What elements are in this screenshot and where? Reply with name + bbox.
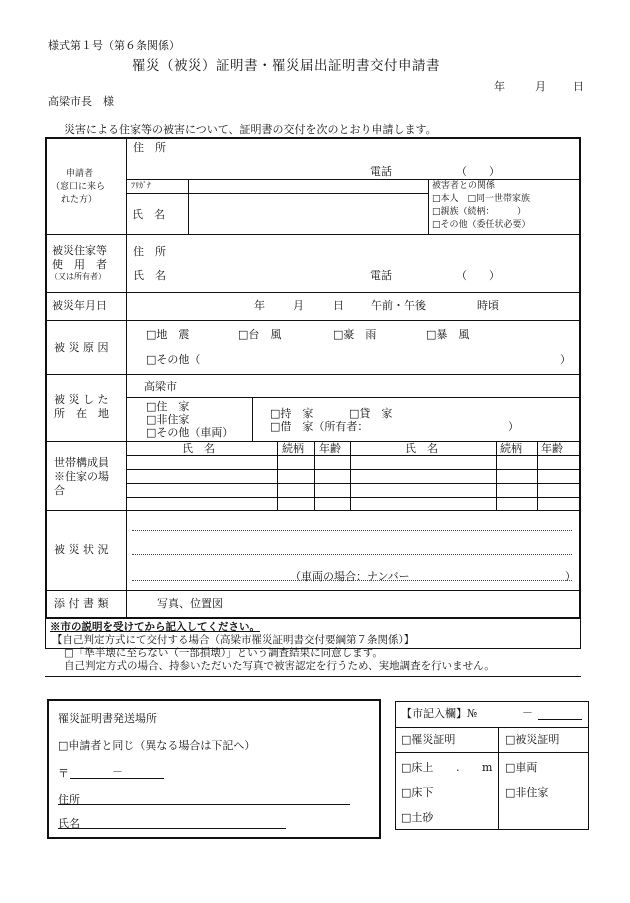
disaster-date-label: 被災年月日 [52,299,107,312]
damage-dotted-line [132,554,572,555]
mailing-name-field[interactable] [82,814,286,828]
household-grid-line [127,483,580,484]
cause-heavy-rain-checkbox[interactable]: □豪 雨 [333,328,377,341]
city-note: ※市の説明を受けてから記入してください。 [50,621,260,633]
applicant-label-note: （窓口に来ら [51,182,106,192]
city-use-non-house-checkbox[interactable]: □非住家 [505,786,549,799]
occupant-phone-parens[interactable]: （ ） [456,269,500,282]
furigana-label: ﾌﾘｶﾞﾅ [131,181,151,190]
label-column-divider [126,138,127,618]
household-col-relation: 続柄 [282,442,304,455]
postal-mark: 〒 [58,767,69,780]
city-use-above-floor-checkbox[interactable]: □床上 [401,761,434,774]
row-divider [46,510,580,511]
relation-relative[interactable]: □親族（続柄： ） [432,207,527,217]
city-use-dot: . [456,761,460,774]
cause-label: 被 災 原 因 [54,341,109,354]
occupant-name-label: 氏 名 [133,269,166,282]
cause-other-close: ） [560,353,571,366]
page-title: 罹災（被災）証明書・罹災届出証明書交付申請書 [132,58,440,74]
mailing-same-checkbox[interactable]: □申請者と同じ（異なる場合は下記へ） [58,739,256,752]
location-non-house-checkbox[interactable]: □非住家 [146,413,190,426]
occupant-label-note: （又は所有者） [50,272,106,281]
damage-dotted-line [132,530,572,531]
city-use-below-floor-checkbox[interactable]: □床下 [401,786,434,799]
cause-earthquake-checkbox[interactable]: □地 震 [146,328,190,341]
occupant-address-label: 住 所 [133,245,166,258]
mailing-name-line [58,828,286,829]
row-divider [46,590,580,591]
household-grid-line [127,455,580,456]
mailing-address-field[interactable] [82,790,350,804]
disaster-month[interactable]: 月 [293,299,304,312]
applicant-phone-label: 電話 [370,165,392,178]
applicant-label: 申請者 [66,169,94,179]
city-use-divider [396,752,588,753]
household-col-name: 氏 名 [405,442,438,455]
applicant-label-note: れた方） [61,195,98,205]
row-divider [46,320,580,321]
notes-bottom-border [45,676,581,677]
form-number: 様式第１号（第６条関係） [48,39,180,52]
addressee: 高梁市長 様 [48,95,114,108]
attachments-value: 写真、位置図 [157,597,223,610]
occupant-phone-label: 電話 [370,269,392,282]
household-label: ※住家の場 [54,470,109,483]
location-divider-v [252,397,253,441]
intro-text: 災害による住家等の被害について、証明書の交付を次のとおり申請します。 [64,123,437,136]
household-col-relation: 続柄 [500,442,522,455]
location-borrowed-checkbox[interactable]: □借 家（所有者： [270,420,369,433]
location-rented-checkbox[interactable]: □貸 家 [349,407,393,420]
household-col-age: 年齢 [319,442,341,455]
city-use-title: 【市記入欄】№ [401,707,478,720]
relation-self-family[interactable]: □本人 □同一世帯家族 [432,194,531,204]
applicant-name-label: 氏 名 [132,208,165,221]
disaster-year[interactable]: 年 [254,299,265,312]
applicant-phone-parens[interactable]: （ ） [456,165,500,178]
postal-dash: － [112,765,123,778]
city-use-meter: m [482,761,493,774]
city-use-divider-v [498,727,499,829]
damage-label: 被 災 状 況 [54,543,109,556]
date-day-label: 日 [573,80,584,93]
damage-vehicle-close: ） [565,570,576,583]
photo-note: 自己判定方式の場合、持参いただいた写真で被害認定を行うため、実地調査を行いません。 [64,660,495,672]
occupant-label: 被災住家等 [52,244,107,257]
household-label: 世帯構成員 [54,456,109,469]
location-owned-checkbox[interactable]: □持 家 [270,407,314,420]
household-label: 合 [54,484,65,497]
disaster-day[interactable]: 日 [333,299,344,312]
relation-title: 被害者との関係 [432,181,496,191]
row-divider [46,234,580,235]
city-use-disaster-cert-checkbox[interactable]: □罹災証明 [401,733,456,746]
location-city: 高梁市 [144,380,177,393]
applicant-address-label: 住 所 [133,141,166,154]
date-month-label: 月 [535,80,546,93]
relation-divider [428,179,429,234]
mailing-address-line [58,804,350,805]
household-grid-line [127,469,580,470]
row-divider [127,179,580,180]
household-grid-line [277,441,278,510]
row-divider [46,374,580,375]
location-house-checkbox[interactable]: □住 家 [146,400,190,413]
applicant-name-field[interactable] [190,196,426,232]
occupant-label: 使 用 者 [52,258,107,271]
household-grid-line [127,497,580,498]
cause-storm-checkbox[interactable]: □暴 風 [426,328,470,341]
postal-code-field[interactable] [70,764,164,778]
cause-typhoon-checkbox[interactable]: □台 風 [238,328,282,341]
mailing-name-label: 氏名 [58,817,80,830]
date-year-label: 年 [494,80,505,93]
relation-other[interactable]: □その他（委任状必要） [432,220,531,230]
household-grid-line [314,441,315,510]
city-use-number-line [538,719,582,720]
mailing-title: 罹災証明書発送場所 [58,712,157,725]
household-col-name: 氏 名 [182,442,215,455]
household-grid-line [496,441,497,510]
city-use-damage-cert-checkbox[interactable]: □被災証明 [505,733,560,746]
furigana-divider [127,193,428,194]
mailing-address-label: 住所 [58,793,80,806]
disaster-time[interactable]: 時頃 [477,299,499,312]
disaster-ampm[interactable]: 午前・午後 [371,299,426,312]
household-col-age: 年齢 [541,442,563,455]
household-grid-line [350,441,351,510]
location-other-vehicle-checkbox[interactable]: □その他（車両） [146,426,234,439]
postal-code-line [70,778,164,779]
city-use-sediment-checkbox[interactable]: □土砂 [401,811,434,824]
name-divider [188,179,189,234]
row-divider [46,292,580,293]
consent-checkbox[interactable]: □「準半壊に至らない（一部損壊）」という調査結果に同意します。 [64,647,383,659]
location-label: 所 在 地 [54,407,109,420]
damage-vehicle-note: （車両の場合：ナンバー [290,570,410,583]
cause-other-checkbox[interactable]: □その他（ [146,353,201,366]
city-use-vehicle-checkbox[interactable]: □車両 [505,761,538,774]
self-judgement-heading: 【自己判定方式にて交付する場合（高梁市罹災証明書交付要綱第７条関係）】 [52,634,415,646]
location-label: 被 災 し た [54,393,109,406]
household-grid-line [537,441,538,510]
city-use-number-dash: － [522,706,533,719]
notes-right-border [580,619,581,648]
location-divider [127,397,580,398]
notes-left-border [45,619,46,648]
location-borrowed-close: ） [508,420,519,433]
city-use-divider [396,727,588,728]
attachments-label: 添 付 書 類 [54,597,109,610]
